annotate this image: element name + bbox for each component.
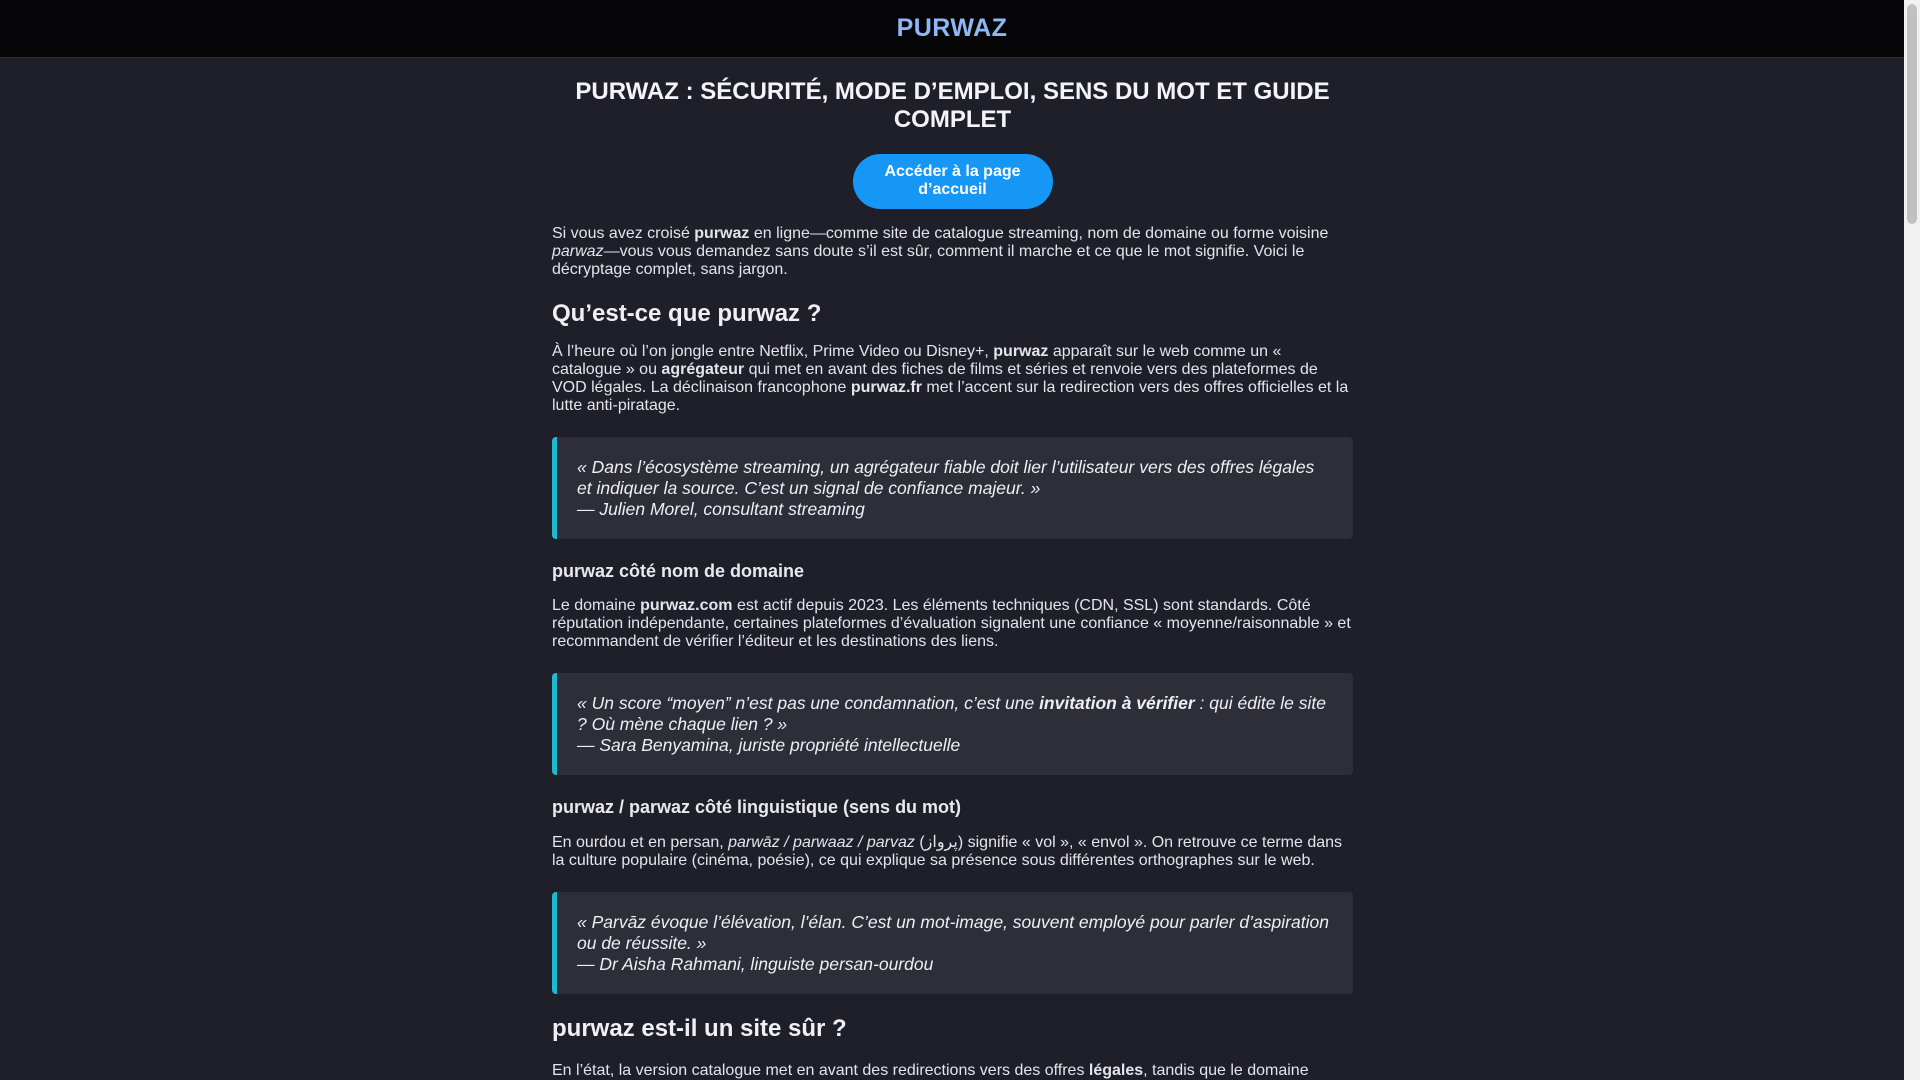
quote-author: — Dr Aisha Rahmani, linguiste persan-ourdou: [577, 954, 934, 974]
section-heading-what-is: Qu’est-ce que purwaz ?: [552, 300, 822, 327]
quote-legal: « Un score “moyen” n’est pas une condamnation, c’est une invitation à vérifier : qui édite le site ? Où mène chaque lien ? » — Sara Benyamina, juriste propriété intellectuelle: [552, 673, 1353, 775]
brand-logo-link[interactable]: PURWAZ: [896, 14, 1008, 42]
quote-streaming: « Dans l’écosystème streaming, un agrégateur fiable doit lier l’utilisateur vers des offres légales et indiquer la source. C’est un signal de confiance majeur. » — Julien Morel, consultant streaming: [552, 437, 1353, 539]
section-heading-domain: purwaz côté nom de domaine: [552, 561, 805, 581]
page-title: PURWAZ : SÉCURITÉ, MODE D’EMPLOI, SENS DU MOT ET GUIDE COMPLET: [575, 78, 1330, 133]
quote-author: — Sara Benyamina, juriste propriété intellectuelle: [577, 735, 961, 755]
intro-keyword: purwaz: [694, 225, 750, 242]
page-scrollbar[interactable]: [1904, 0, 1920, 1080]
section-linguistic-paragraph: En ourdou et en persan, parwāz / parwaaz / parvaz (پرواز) signifie « vol », « envol ». On retrouve ce terme dans la culture populaire (cinéma, poésie), ce qui explique sa présence sous différentes orthographes sur le web.: [552, 834, 1343, 869]
intro-paragraph: Si vous avez croisé purwaz en ligne—comme site de catalogue streaming, nom de domaine ou forme voisine parwaz—vous vous demandez sans doute s’il est sûr, comment il marche et ce que le mot signifie. Voici le décryptage complet, sans jargon.: [552, 225, 1329, 278]
quote-author: — Julien Morel, consultant streaming: [577, 499, 865, 519]
home-button-wrap: [552, 154, 1353, 209]
section-heading-safety: purwaz est-il un site sûr ?: [552, 1015, 847, 1042]
scrollbar-thumb[interactable]: [1907, 4, 1917, 224]
article: [552, 78, 1353, 1080]
section-what-is-paragraph: À l’heure où l’on jongle entre Netflix, Prime Video ou Disney+, purwaz apparaît sur le web comme un « catalogue » ou agrégateur qui met en avant des fiches de films et séries et renvoie vers des plateformes de VOD légales. La déclinaison francophone purwaz.fr met l’accent sur la redirection vers des offres officielles et la lutte anti-piratage.: [552, 343, 1349, 414]
home-button[interactable]: Accéder à la page d’accueil: [853, 154, 1053, 209]
quote-linguist: « Parvāz évoque l’élévation, l’élan. C’est un mot-image, souvent employé pour parler d’aspiration ou de réussite. » — Dr Aisha Rahmani, linguiste persan-ourdou: [552, 892, 1353, 994]
intro-variant: parwaz: [552, 243, 604, 260]
section-heading-linguistic: purwaz / parwaz côté linguistique (sens du mot): [552, 797, 962, 817]
section-safety-paragraph: En l’état, la version catalogue met en avant des redirections vers des offres légales, tandis que le domaine: [552, 1062, 1309, 1079]
top-bar: [0, 0, 1904, 58]
section-domain-paragraph: Le domaine purwaz.com est actif depuis 2023. Les éléments techniques (CDN, SSL) sont standards. Côté réputation indépendante, certaines plateformes d’évaluation signalent une confiance « moyenne/raisonnable » et recommandent de vérifier l’éditeur et les destinations des liens.: [552, 597, 1351, 650]
